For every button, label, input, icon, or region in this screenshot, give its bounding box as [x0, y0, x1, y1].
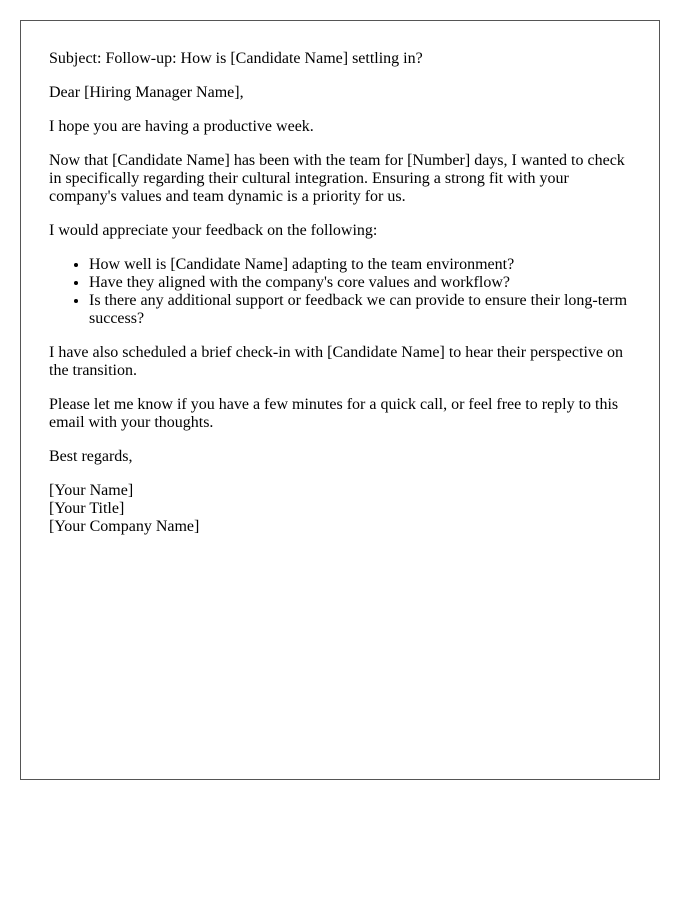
email-call-to-action: Please let me know if you have a few minutes for a quick call, or feel free to reply to this email with your thoughts. — [49, 396, 619, 431]
email-feedback-request: I would appreciate your feedback on the following: — [49, 222, 378, 239]
question-list — [49, 256, 631, 328]
email-body-intro: Now that [Candidate Name] has been with the team for [Number] days, I wanted to check in specifically regarding their cultural integration. Ensuring a strong fit with your company's values and team dynamic is a priority for us. — [49, 152, 625, 205]
email-check-in: I have also scheduled a brief check-in with [Candidate Name] to hear their perspective on the transition. — [49, 344, 623, 379]
question-item: • How well is [Candidate Name] adapting to the team environment? — [89, 256, 631, 274]
email-signature — [49, 482, 631, 536]
email-letter — [20, 20, 660, 780]
question-item: • Have they aligned with the company's core values and workflow? — [89, 274, 631, 292]
email-subject: Subject: Follow-up: How is [Candidate Name] settling in? — [49, 50, 423, 67]
email-greeting: Dear [Hiring Manager Name], — [49, 84, 244, 101]
signature-title: [Your Title] — [49, 500, 125, 517]
signature-name: [Your Name] — [49, 482, 134, 499]
signature-company: [Your Company Name] — [49, 518, 200, 535]
question-item: • Is there any additional support or feedback we can provide to ensure their long-term success? — [89, 292, 631, 328]
email-opening: I hope you are having a productive week. — [49, 118, 314, 135]
email-closing: Best regards, — [49, 448, 133, 465]
